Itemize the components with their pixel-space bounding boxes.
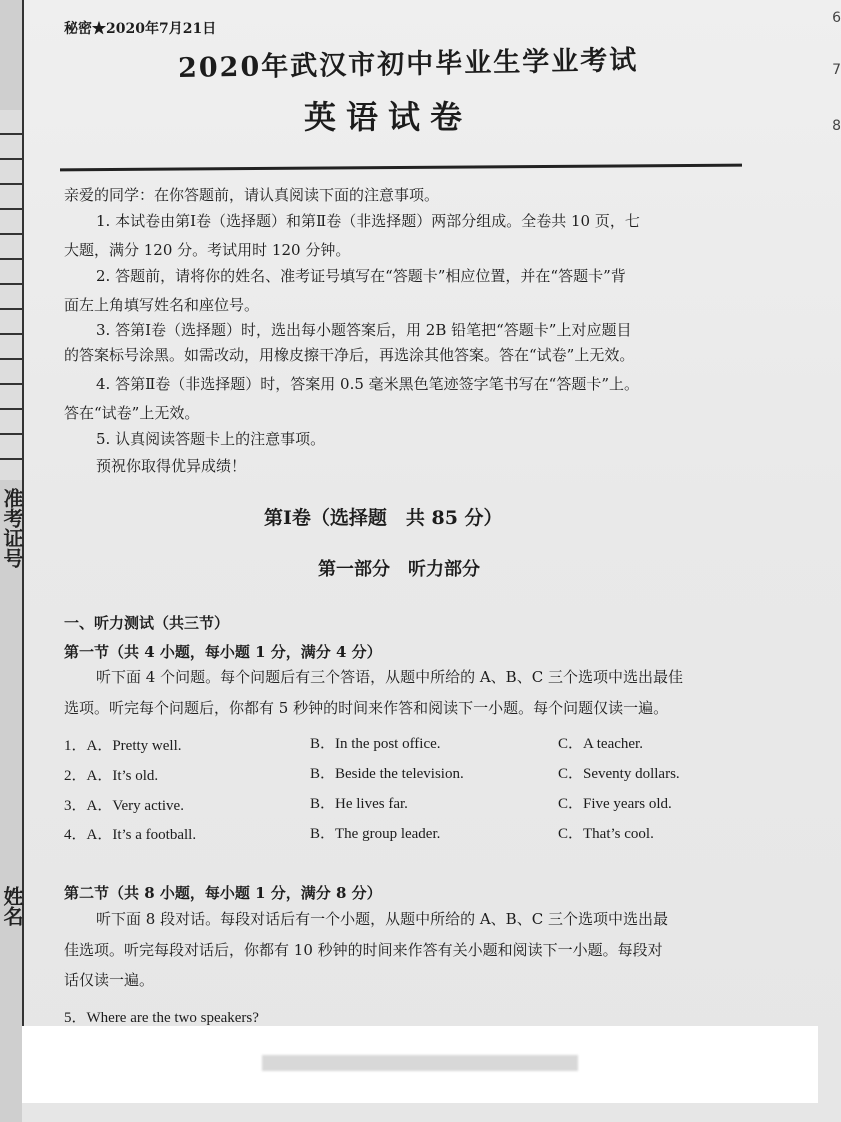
question-2-option-b: B．Beside the television. xyxy=(310,766,464,782)
volume1-heading: 第Ⅰ卷（选择题 共 85 分） xyxy=(264,507,503,529)
section1-instructions: 选项。听完每个问题后，你都有 5 秒钟的时间来作答和阅读下一小题。每个问题仅读一遍。 xyxy=(64,699,669,717)
question-4-option-a: 4．A．It’s a football. xyxy=(64,827,197,843)
notice-line: 4. 答第Ⅱ卷（非选择题）时，答案用 0.5 毫米黑色笔迹签字笔书写在“答题卡”上。 xyxy=(96,375,640,393)
question-5: 5．Where are the two speakers? xyxy=(64,1010,259,1026)
question-3-option-a: 3．A．Very active. xyxy=(64,798,184,814)
question-4-option-c: C．That’s cool. xyxy=(558,826,654,842)
part1-heading: 第一部分 听力部分 xyxy=(318,559,480,580)
exam-subtitle: 英语试卷 xyxy=(304,98,473,136)
blurred-watermark xyxy=(262,1055,578,1071)
notice-line: 5. 认真阅读答题卡上的注意事项。 xyxy=(96,430,326,448)
question-3-option-b: B．He lives far. xyxy=(310,796,408,812)
question-2-option-a: 2．A．It’s old. xyxy=(64,768,159,784)
notice-line: 的答案标号涂黑。如需改动，用橡皮擦干净后，再选涂其他答案。答在“试卷”上无效。 xyxy=(64,346,635,364)
page-mark-8: 8 xyxy=(832,118,841,134)
binding-grid xyxy=(0,110,24,480)
notice-line: 1. 本试卷由第Ⅰ卷（选择题）和第Ⅱ卷（非选择题）两部分组成。全卷共 10 页，七 xyxy=(96,212,640,230)
notice-line: 3. 答第Ⅰ卷（选择题）时，选出每小题答案后，用 2B 铅笔把“答题卡”上对应题目 xyxy=(96,321,632,339)
question-2-option-c: C．Seventy dollars. xyxy=(558,766,680,782)
question-3-option-c: C．Five years old. xyxy=(558,796,672,812)
page-mark-7: 7 xyxy=(832,62,841,78)
notice-line: 2. 答题前，请将你的姓名、准考证号填写在“答题卡”相应位置，并在“答题卡”背 xyxy=(96,267,626,285)
question-4-option-b: B．The group leader. xyxy=(310,826,441,842)
notice-line: 预祝你取得优异成绩！ xyxy=(96,457,247,475)
section1-heading: 第一节（共 4 小题，每小题 1 分，满分 4 分） xyxy=(64,643,382,661)
section2-instructions: 听下面 8 段对话。每段对话后有一个小题，从题中所给的 A、B、C 三个选项中选出最 xyxy=(96,910,668,928)
exam-title: 2020年武汉市初中毕业生学业考试 xyxy=(177,44,639,85)
question-1-option-b: B．In the post office. xyxy=(310,736,441,752)
question-1-option-c: C．A teacher. xyxy=(558,736,643,752)
exam-id-label: 准考证号 xyxy=(0,488,24,568)
section1-instructions: 听下面 4 个问题。每个问题后有三个答语，从题中所给的 A、B、C 三个选项中选出最佳 xyxy=(96,668,683,686)
confidential-date: 秘密★2020年7月21日 xyxy=(64,21,217,37)
notice-line: 答在“试卷”上无效。 xyxy=(64,404,200,422)
section2-instructions: 佳选项。听完每段对话后，你都有 10 秒钟的时间来作答有关小题和阅读下一小题。每段对 xyxy=(64,941,663,959)
listening-title: 一、听力测试（共三节） xyxy=(64,614,230,632)
notice-line: 面左上角填写姓名和座位号。 xyxy=(64,296,260,314)
name-label: 姓名 xyxy=(0,886,24,926)
section2-instructions: 话仅读一遍。 xyxy=(64,971,155,989)
notice-greeting: 亲爱的同学：在你答题前，请认真阅读下面的注意事项。 xyxy=(64,186,440,204)
page-mark-6: 6 xyxy=(832,10,841,26)
notice-line: 大题，满分 120 分。考试用时 120 分钟。 xyxy=(64,241,351,259)
question-1-option-a: 1．A．Pretty well. xyxy=(64,738,182,754)
section2-heading: 第二节（共 8 小题，每小题 1 分，满分 8 分） xyxy=(64,884,382,902)
